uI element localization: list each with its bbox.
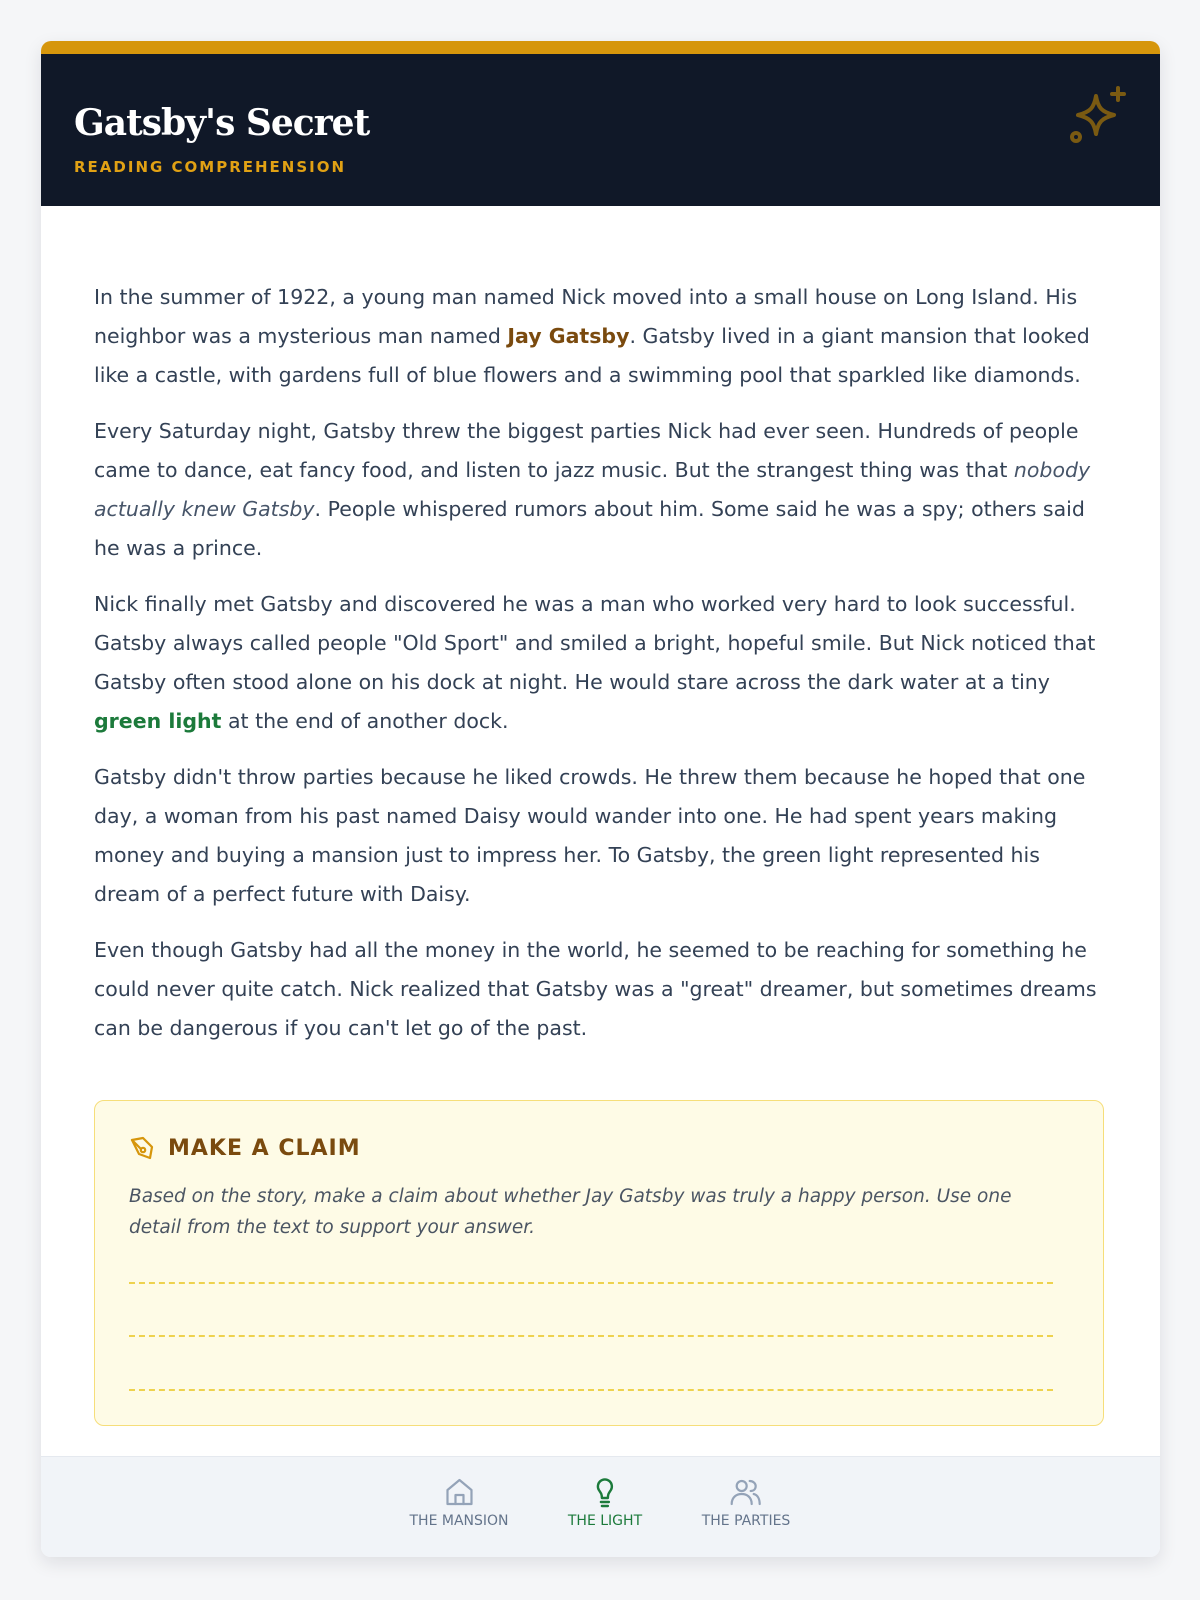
story-text-segment: . Gatsby lived in a giant mansion that looked like a castle, with gardens full of blue flowers and a swimming pool that sparkled like diamonds. xyxy=(94,324,1090,387)
page-title: Gatsby's Secret xyxy=(74,102,370,144)
nav-item-parties[interactable] xyxy=(702,1475,791,1529)
story-text-segment: Nick finally met Gatsby and discovered he was a man who worked very hard to look successful. Gatsby always called people "Old Sport" and smiled a bright, hopeful smile. But Nick noticed that Gatsby often stood alone on his dock at night. He would stare across the dark water at a tiny xyxy=(94,592,1096,694)
highlight-jay-gatsby: Jay Gatsby xyxy=(507,324,630,348)
claim-header xyxy=(129,1135,361,1161)
highlight-green-light: green light xyxy=(94,709,222,733)
worksheet-card xyxy=(41,41,1160,1557)
users-icon xyxy=(729,1475,763,1509)
pen-tool-icon xyxy=(129,1135,155,1161)
claim-box xyxy=(94,1100,1104,1426)
story-paragraph-5: Even though Gatsby had all the money in the world, he seemed to be reaching for something he could never quite catch. Nick realized that Gatsby was a "great" dreamer, but sometimes dreams can be dangerous if you can't let go of the past. xyxy=(94,938,1097,1040)
claim-prompt: Based on the story, make a claim about whether Jay Gatsby was truly a happy person. Use one detail from the text to support your answer. xyxy=(129,1186,1012,1238)
story-paragraph-4: Gatsby didn't throw parties because he liked crowds. He threw them because he hoped that one day, a woman from his past named Daisy would wander into one. He had spent years making money and buying a mansion just to impress her. To Gatsby, the green light represented his dream of a perfect future with Daisy. xyxy=(94,765,1086,906)
story-paragraph-1 xyxy=(94,278,1104,395)
sparkles-icon xyxy=(1066,82,1132,148)
nav-label-parties: THE PARTIES xyxy=(701,1513,791,1529)
nav-label-mansion: THE MANSION xyxy=(409,1513,509,1529)
story-text-segment: . People whispered rumors about him. Some said he was a spy; others said he was a prince. xyxy=(94,497,1085,560)
home-icon xyxy=(442,1475,476,1509)
answer-line-2[interactable] xyxy=(129,1335,1053,1337)
header xyxy=(41,54,1160,206)
nav-item-mansion[interactable] xyxy=(409,1475,508,1529)
lightbulb-icon xyxy=(588,1475,622,1509)
claim-title: MAKE A CLAIM xyxy=(168,1135,361,1161)
story-text-segment: In the summer of 1922, a young man named Nick moved into a small house on Long Island. His neighbor was a mysterious man named xyxy=(94,285,1078,348)
page-subtitle: READING COMPREHENSION xyxy=(74,158,347,176)
bottom-nav xyxy=(41,1456,1160,1557)
story-paragraph-2 xyxy=(94,412,1104,568)
nav-item-light[interactable] xyxy=(568,1475,642,1529)
emphasis-nobody-knew: nobody actually knew Gatsby xyxy=(94,458,1091,521)
answer-line-1[interactable] xyxy=(129,1282,1053,1284)
answer-line-3[interactable] xyxy=(129,1389,1053,1391)
story-text xyxy=(94,278,1104,1065)
story-text-segment: at the end of another dock. xyxy=(221,709,509,733)
nav-label-light: THE LIGHT xyxy=(567,1513,643,1529)
accent-bar xyxy=(41,41,1160,54)
story-text-segment: Every Saturday night, Gatsby threw the biggest parties Nick had ever seen. Hundreds of people came to dance, eat fancy food, and listen to jazz music. But the strangest thing was that xyxy=(94,419,1079,482)
story-paragraph-3 xyxy=(94,585,1104,741)
